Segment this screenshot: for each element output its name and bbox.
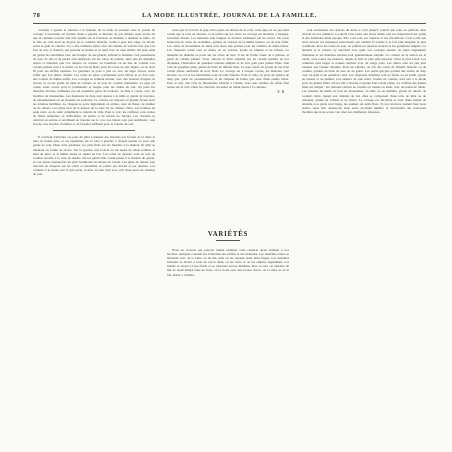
paragraph: sont enchantées des articles du mois et vont jusqu'à vouloir que nous en parlions dans chacun de nos numéros. La mode n'est point une chose futile; elle est l'expression des goûts et des habitudes d'une époque. Elle a ses lois, ses caprices et ses révolutions. C'est à elle que nous devons ces heureuses innovations qui rendent la toilette à la fois plus élégante et plus commode. Pour les robes de soie, on préfère les nuances douces et les garnitures simples. La dentelle et le velours s'y associent avec goût. Les corsages ajustés, les jupes légèrement traînantes et les manches étroites sont généralement adoptés. La couleur de la saison est le violet, sous toutes ses nuances, depuis le lilas le plus pâle jusqu'au violet le plus foncé. Les ceintures sont larges et nouées derrière avec de longs pans. Les tailles sont un peu plus longues que l'année dernière. Pour les enfants, on fait des robes de flanelle blanche ou de couleur, garnies de biais de soie ou de galon. Les petits garçons portent des vestes de drap avec un gilet et un pantalon court. Les chapeaux d'enfants sont en feutre ou en paille, garnis de rubans et de plumes. Les tabliers de soie noire, brodés en couleur, sont très à la mode pour les jeunes filles. On les fait à bavette et garnis d'un volant plissé. La coiffure des jeunes filles est simple : les cheveux relevés en torsade ou tressés en natte, avec un nœud de ruban. Les bonnets du matin se font en mousseline, en tulle ou en dentelle, garnis de rubans de couleur claire. Quant aux toilettes de bal, elles se composent d'une robe de tulle ou de tarlatane, garnie de volants et de fleurs. Le corsage est décolleté et orné d'une berthe de dentelle. Les gants sont longs, les souliers de satin blanc. Si nos lectrices veulent bien nous suivre, nous leur donnerons dans notre prochain numéro la description des nouveaux modèles que nous avons vus chez nos meilleures faiseuses. [302, 28, 426, 114]
column-separator [53, 130, 135, 131]
column-left [33, 28, 155, 434]
article-signature: E. R. [277, 90, 285, 95]
column-left-text [33, 28, 155, 176]
section-title: VARIÉTÉS [207, 231, 249, 238]
varietes-text [167, 248, 289, 277]
column-right-text [302, 28, 426, 114]
section-rule [216, 240, 240, 241]
column-middle-text [167, 28, 289, 95]
page-header [33, 12, 426, 22]
column-middle-upper [167, 28, 289, 228]
paragraph: convient à garder et sauvent à la hauteur de la taille en passant sous la pointe du corsage. L'ouverture est formée d'une à gauche et dérobée au pas simple; nous avons dit que la ceinture-corselet doit être ajustée sur le fourreau, de manière à dessiner la taille; on la fixe au côté droit au moyen de la ceinture blanche. Celle-ci peut être large ou étroite selon le goût de chacun. Il y a des ceintures faites avec des rubans de velours noir que l'on fixe au dos, et d'autres, qui peuvent se fermer et se tenir avec ou sans tablier. On peut aussi en garnir les extrémités avec des franges ou des glands, suivant la fantaisie. Les passements de soie, de jais et de perles sont employés sur les robes de toilette, ainsi que les dentelles noires et blanches que l'on dispose en volants, en bouillons ou en tête de volants. Les volants plissés sont à la mode; on les fait en biais, pour les robes de soie légère, ou en droit fil pour les étoffes épaisses. La garniture se pose à plat ou avec un léger froncé, selon l'effet que l'on désire obtenir. Les robes de laine conviennent pour l'hiver et se font avec des volants de même étoffe. Les corsages se ferment devant, avec des boutons d'argent ou d'acier, et on les garnit de biais de velours ou de soie de couleur tranchante. La jupe est ronde, assez courte pour la promenade, et longue pour les visites du soir. On porte les manches étroites, terminées par un parement garni de boutons, ou bien à coude, avec un bouillon de mousseline. Les manteaux de drap sont ajustés à la taille et garnis de fourrure, de passementerie ou de broderie en soutache. Le velours est toujours en grande faveur pour les toilettes habillées. Le chapeau se porte légèrement en arrière, orné de fleurs, de plumes ou de rubans. Les gants sont de la nuance de la robe ou de couleur claire. Les bottines de peau noire ou de satin complètent la toilette de ville. Pour le soir, les coiffures sont ornées de fleurs naturelles ou artificielles, de perles et de rubans de velours. Les cheveux se relèvent en arrière et retombent en boucles sur le cou. Les bijoux sont peu nombreux : une broche, des boucles d'oreilles et un bracelet suffisent pour la toilette du soir. [33, 28, 155, 127]
column-middle-lower [167, 248, 289, 434]
page-number: 78 [33, 12, 41, 19]
paragraph: Il convient d'attacher ces pans du gilet à hauteur des hanches par le haut de la taille et plus ou moins près, et ces épaulettes sur la robe à gauche; à chaque épaule on pose une ganse de soie. Dans cette garniture, les pans fixés sur les hanches à la hauteur du gilet se rabattent en forme de revers. Sur la gauche, une boucle ou un nœud de ruban termine le haut du gilet, et le même nœud se répète en bas. Les robes de dessous sont en soie de couleur assortie à la robe de dessus. On les garnit d'un volant plissé à la hauteur du genou, et l'on ajoute quelquefois un petit bouillonné au-dessus du volant. Les jupes de dessus sont relevées en draperie sur les côtés et retombent en pointe par devant et par derrière. Les couleurs à la mode sont le gris perle, le lilas, le bleu clair et le vert d'eau pour les toilettes de jour. [33, 135, 155, 177]
column-right [302, 28, 426, 434]
paragraph: sorte que le bord de la jupe arrive juste au niveau de la robe; cette jupe est un peu plus courte que la robe de dessous, et se relève sur les côtés. Le corsage est montant, à basques, boutonné devant. Les manches sont longues et étroites, terminées par un revers. On porte beaucoup de robes de cachemire, garnies de velours de la même nuance, ou de soie faille. Les robes de mousseline de laine sont aussi très portées pour les toilettes de demi-saison. Les chapeaux ronds sont en feutre ou en velours, garnis de plumes et de rubans. Le mantelet de dentelle se porte sur les robes de soie; il est de forme ronde ou à pointes, et garni de volants plissés. Voici, suivant le désir exprimé par un certain nombre de nos abonnées, l'indication de quelques toilettes simples et de bon goût pour jeunes filles. Une robe de popeline grise, garnie de biais de taffetas bleu. La jupe ronde est garnie au bas d'un volant plissé, surmonté de trois biais. Le corsage est à basque courte, les manches sont étroites. Le col et les manchettes sont en toile blanche. Pour la ville, on porte un paletot de drap gris, garni de passementerie, et un chapeau de feutre gris orné d'une plume bleue. Pour le soir, une robe de mousseline blanche à volants, avec une ceinture de ruban bleu nouée sur le côté. Dans les cheveux, un nœud de ruban pareil à la ceinture. [167, 28, 289, 90]
section-heading [167, 231, 289, 246]
journal-title: LA MODE ILLUSTRÉE, JOURNAL DE LA FAMILLE. [142, 12, 317, 19]
paragraph: Nous ne croyons pas pouvoir mieux terminer cette causerie qu'en donnant à nos lectrices quelques conseils sur l'entretien des étoffes et des dentelles. Les dentelles noires se nettoient avec de la bière ou du thé, puis on les repasse entre deux linges. Les dentelles blanches se lavent à l'eau de savon tiède, on les rince et on les empèse légèrement. Les rubans se lavent à l'eau froide et se repassent encore humides. Pour la soie, on emploie du fiel de bœuf délayé dans de l'eau; on la frotte avec une brosse douce, on la rince et on la fait sécher à l'ombre. [167, 248, 289, 277]
header-rule [33, 23, 426, 24]
